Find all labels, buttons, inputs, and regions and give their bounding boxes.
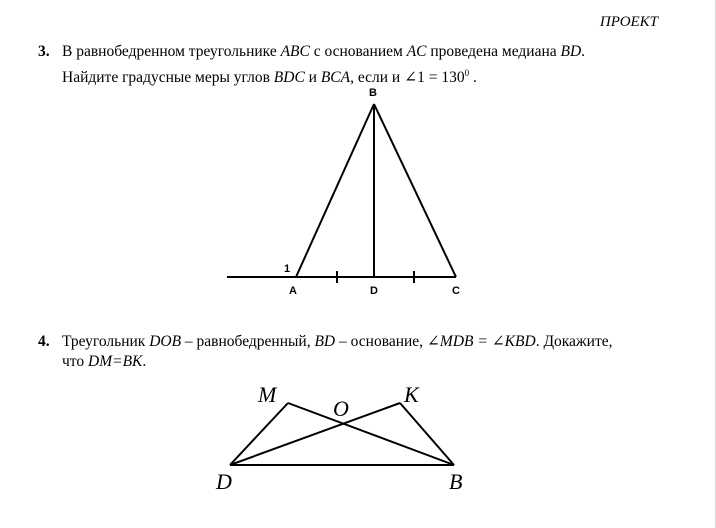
problem-3-number: 3. [38, 43, 50, 60]
problem-3-line-1: В равнобедренном треугольнике ABC с основанием AC проведена медиана BD. [62, 43, 586, 60]
label-d: D [370, 285, 378, 297]
problem-4-line-2: что DM=BK. [62, 353, 147, 370]
page-header-project: ПРОЕКТ [599, 14, 658, 30]
label-b: B [369, 87, 377, 99]
label-c: C [452, 285, 460, 297]
side-bc [374, 104, 456, 277]
problem-4-number: 4. [38, 333, 50, 350]
label-a: A [289, 285, 297, 297]
label-o: O [333, 396, 349, 421]
problem-3-line-2: Найдите градусные меры углов BDC и BCA, если и ∠1 = $130^0$ . [62, 68, 477, 87]
segment-dm [230, 403, 288, 465]
side-ab [296, 104, 374, 277]
triangle-abc-figure [227, 104, 456, 283]
label-angle-1: 1 [284, 263, 291, 275]
label-d: D [216, 469, 232, 494]
problem-4-line-1: Треугольник DOB – равнобедренный, BD – основание, ∠MDB = ∠KBD. Докажите, [62, 333, 613, 350]
label-k: K [404, 382, 419, 407]
label-m: M [258, 382, 277, 407]
label-b: B [449, 469, 463, 494]
